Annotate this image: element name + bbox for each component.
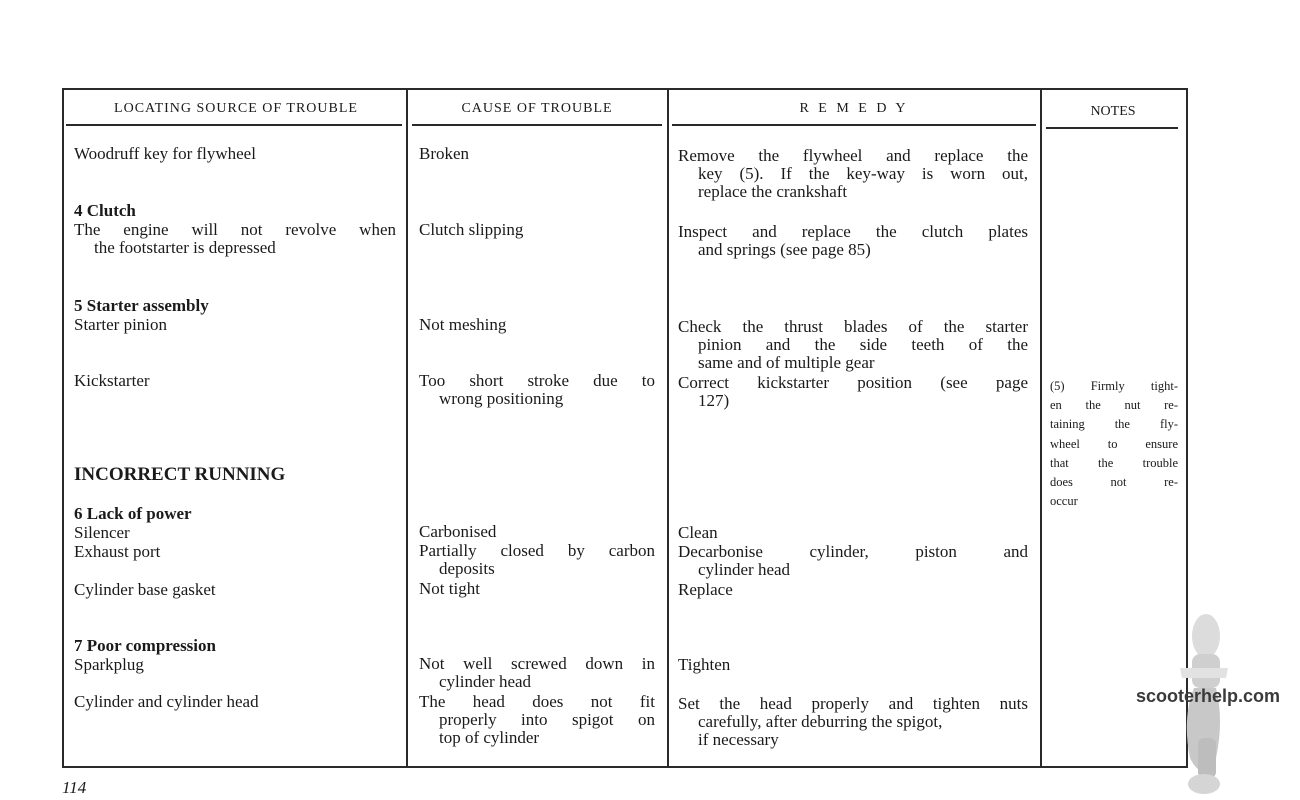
note-line: taining the fly- [1050,417,1178,432]
remedy-replace: Replace [678,580,733,599]
remedy-line: carefully, after deburring the spigot, [698,712,943,731]
remedy-line: Decarbonise cylinder, piston and [678,542,1028,561]
notes-text [1050,377,1178,511]
source-kickstarter: Kickstarter [74,371,150,390]
remedy-kickstarter [678,374,1028,410]
note-line: wheel to ensure [1050,436,1178,451]
source-line: The engine will not revolve when [74,220,396,239]
cause-line: Not well screwed down in [419,654,655,673]
remedy-line: Check the thrust blades of the starter [678,317,1028,336]
cause-line: cylinder head [439,672,532,691]
remedy-line: Set the head properly and tighten nuts [678,694,1028,713]
note-line: that the trouble [1050,455,1178,470]
watermark-text: scooterhelp.com [1136,686,1281,706]
cause-cylinder-head [419,693,655,747]
remedy-line: and springs (see page 85) [698,240,871,259]
cause-line: Partially closed by carbon [419,541,655,560]
remedy-line: 127) [698,391,730,410]
remedy-line: Inspect and replace the clutch plates [678,222,1028,241]
source-silencer: Silencer [74,523,130,542]
column-divider [406,88,408,768]
page-number: 114 [62,778,87,797]
header-remedy: R E M E D Y [799,101,909,116]
section-lack-of-power: 6 Lack of power [74,504,192,523]
header-rule [1046,127,1178,129]
remedy-exhaust [678,543,1028,579]
remedy-line: Correct kickstarter position (see page [678,373,1028,392]
header-rule [66,124,402,126]
cause-line: Too short stroke due to [419,371,655,390]
cause-not-tight: Not tight [419,579,480,598]
section-clutch: 4 Clutch [74,201,136,220]
cause-line: deposits [439,559,495,578]
remedy-line: replace the crankshaft [698,182,848,201]
cause-not-meshing: Not meshing [419,315,507,334]
remedy-line: same and of multiple gear [698,353,875,372]
cause-kickstarter [419,372,655,408]
note-line: occur [1050,494,1078,509]
cause-line: wrong positioning [439,389,564,408]
cause-sparkplug [419,655,655,691]
section-starter: 5 Starter assembly [74,296,209,315]
cause-broken: Broken [419,144,470,163]
column-divider [667,88,669,768]
header-locating: LOCATING SOURCE OF TROUBLE [114,101,358,116]
remedy-starter [678,318,1028,372]
column-divider [1040,88,1042,768]
remedy-line: pinion and the side teeth of the [698,335,1028,354]
source-woodruff-key: Woodruff key for flywheel [74,144,256,163]
section-poor-compression: 7 Poor compression [74,636,216,655]
source-cylinder-base-gasket: Cylinder base gasket [74,580,216,599]
source-line: the footstarter is depressed [94,238,276,257]
note-line: does not re- [1050,475,1178,490]
source-exhaust-port: Exhaust port [74,542,161,561]
header-notes: NOTES [1090,104,1136,119]
header-cause: CAUSE OF TROUBLE [461,101,613,116]
heading-incorrect-running: INCORRECT RUNNING [74,464,286,485]
remedy-clutch [678,223,1028,259]
header-rule [412,124,662,126]
cause-clutch-slipping: Clutch slipping [419,220,524,239]
remedy-clean: Clean [678,523,718,542]
remedy-woodruff [678,147,1028,201]
cause-line: properly into spigot on [439,710,655,729]
note-line: en the nut re- [1050,398,1178,413]
cause-exhaust [419,542,655,578]
remedy-line: cylinder head [698,560,791,579]
source-clutch [74,221,396,257]
source-cylinder-and-head: Cylinder and cylinder head [74,692,259,711]
remedy-cylinder-head [678,695,1028,749]
cause-carbonised: Carbonised [419,522,497,541]
cause-line: top of cylinder [439,728,540,747]
remedy-line: Remove the flywheel and replace the [678,146,1028,165]
source-starter-pinion: Starter pinion [74,315,168,334]
source-sparkplug: Sparkplug [74,655,144,674]
header-rule [672,124,1036,126]
cause-line: The head does not fit [419,692,655,711]
remedy-tighten: Tighten [678,655,731,674]
remedy-line: if necessary [698,730,779,749]
note-line: (5) Firmly tight- [1050,379,1178,393]
remedy-line: key (5). If the key-way is worn out, [698,164,1028,183]
